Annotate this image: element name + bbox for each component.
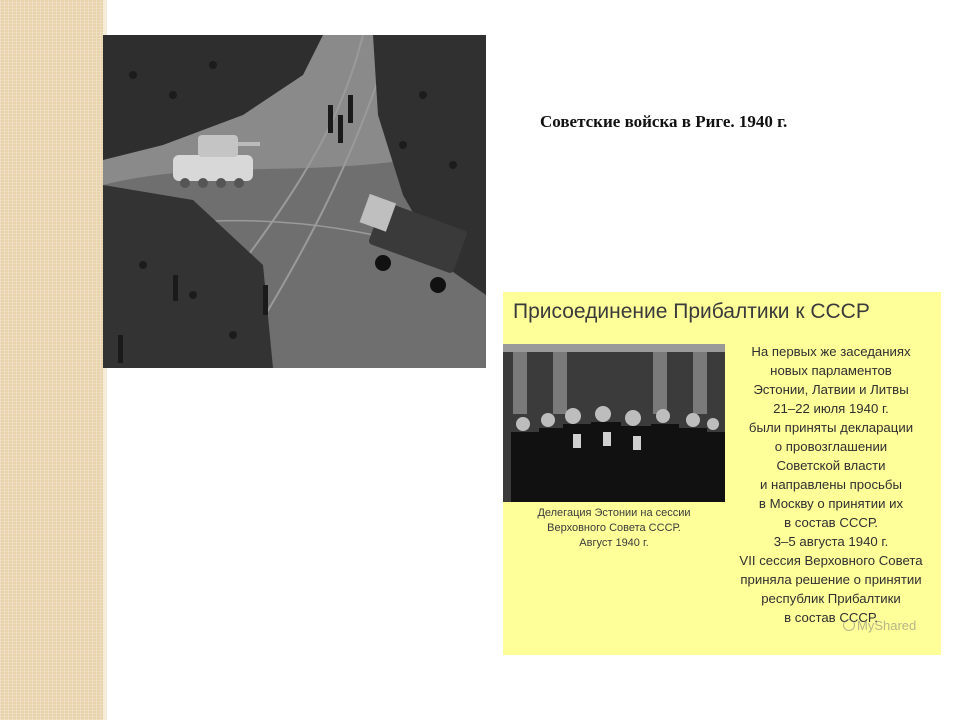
watermark xyxy=(843,618,916,633)
estonia-delegation-photo xyxy=(503,344,725,502)
riga-photo-caption: Советские войска в Риге. 1940 г. xyxy=(540,112,788,131)
watermark-logo-icon xyxy=(843,619,855,631)
card-title: Присоединение Прибалтики к СССР xyxy=(513,300,870,323)
watermark-text: MyShared xyxy=(857,618,917,633)
annexation-info-card xyxy=(503,292,941,655)
delegation-photo-caption: Делегация Эстонии на сессии Верховного Совета СССР. Август 1940 г. xyxy=(537,507,691,549)
card-body-text: На первых же заседаниях новых парламентов Эстонии, Латвии и Литвы 21–22 июля 1940 г. были приняты декларации о провозглашении Советской власти и направлены просьбы в Москву о принятии их в состав СССР. 3–5 августа 1940 г. VII сессия Верховного Совета приняла решение о принятии республик Прибалтики в состав СССР. xyxy=(739,344,923,625)
decorative-side-strip xyxy=(0,0,103,720)
riga-troops-photo xyxy=(103,35,486,368)
